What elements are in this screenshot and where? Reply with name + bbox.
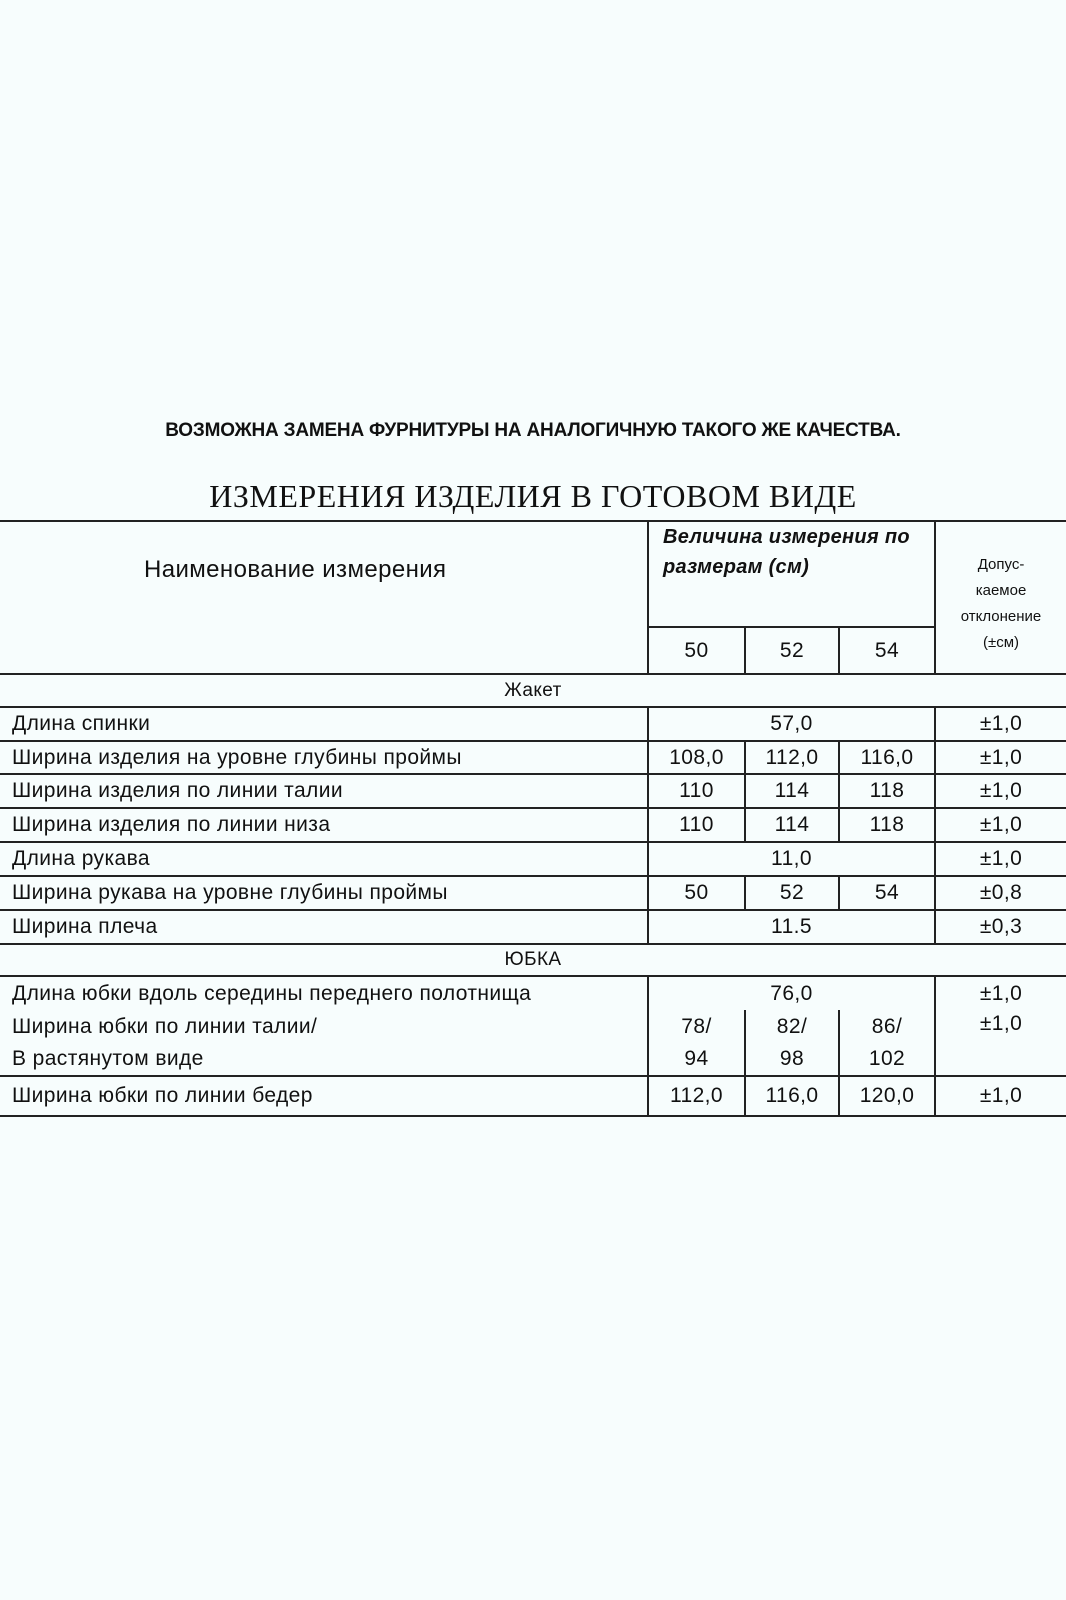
tolerance-line: отклонение xyxy=(960,607,1042,625)
value-line: 78/ xyxy=(681,1014,712,1038)
table-row xyxy=(0,1010,1066,1076)
row-name: Ширина изделия по линии низа xyxy=(0,808,648,842)
row-name: Ширина рукава на уровне глубины проймы xyxy=(0,876,648,910)
row-value-50: 110 xyxy=(648,774,745,808)
row-tolerance: ±1,0 xyxy=(935,774,1066,808)
size-52: 52 xyxy=(745,627,839,674)
row-value-52: 116,0 xyxy=(745,1076,839,1116)
row-value-54: 120,0 xyxy=(839,1076,935,1116)
tolerance-line: Допус- xyxy=(977,555,1025,573)
section-row-skirt xyxy=(0,944,1066,976)
row-value-54: 116,0 xyxy=(839,741,935,774)
row-value-50: 110 xyxy=(648,808,745,842)
value-line: 102 xyxy=(868,1046,906,1070)
row-value-52: 114 xyxy=(745,774,839,808)
row-value-54 xyxy=(839,1010,935,1076)
table-row xyxy=(0,876,1066,910)
tolerance-line: (±см) xyxy=(982,633,1020,651)
section-row-jacket xyxy=(0,674,1066,707)
row-value-54: 118 xyxy=(839,774,935,808)
row-tolerance: ±1,0 xyxy=(935,976,1066,1010)
section-label: Жакет xyxy=(0,674,1066,707)
row-name: Ширина юбки по линии талии/ xyxy=(12,1014,318,1038)
value-line: 82/ xyxy=(776,1014,808,1038)
table-row xyxy=(0,774,1066,808)
row-value-50: 112,0 xyxy=(648,1076,745,1116)
row-value-50: 108,0 xyxy=(648,741,745,774)
row-name: Ширина изделия по линии талии xyxy=(0,774,648,808)
row-tolerance: ±1,0 xyxy=(935,808,1066,842)
row-value-52: 114 xyxy=(745,808,839,842)
table-row xyxy=(0,741,1066,774)
page-title: ИЗМЕРЕНИЯ ИЗДЕЛИЯ В ГОТОВОМ ВИДЕ xyxy=(209,478,857,514)
value-line: 94 xyxy=(684,1046,709,1070)
row-tolerance: ±1,0 xyxy=(935,842,1066,876)
table-row xyxy=(0,910,1066,944)
row-value-52: 52 xyxy=(745,876,839,910)
size-54: 54 xyxy=(839,627,935,674)
row-tolerance: ±0,3 xyxy=(935,910,1066,944)
header-name-label: Наименование измерения xyxy=(144,556,447,583)
table-row xyxy=(0,808,1066,842)
value-line: 86/ xyxy=(871,1014,903,1038)
row-name: Длина спинки xyxy=(0,707,648,741)
row-value-54: 118 xyxy=(839,808,935,842)
row-value-all: 76,0 xyxy=(648,976,935,1010)
section-label: ЮБКА xyxy=(0,944,1066,976)
row-tolerance: ±0,8 xyxy=(935,876,1066,910)
row-name: Длина юбки вдоль середины переднего полотнища xyxy=(0,976,648,1010)
row-tolerance: ±1,0 xyxy=(935,1076,1066,1116)
row-name-line2: В растянутом виде xyxy=(12,1046,204,1070)
row-value-50: 50 xyxy=(648,876,745,910)
table-row xyxy=(0,1076,1066,1116)
row-value-52 xyxy=(745,1010,839,1076)
header-row xyxy=(0,521,1066,627)
row-tolerance: ±1,0 xyxy=(935,741,1066,774)
table-row xyxy=(0,842,1066,876)
row-value-all: 11.5 xyxy=(648,910,935,944)
row-name: Ширина изделия на уровне глубины проймы xyxy=(0,741,648,774)
header-sizes-group xyxy=(648,521,935,627)
row-value-all: 11,0 xyxy=(648,842,935,876)
value-line: 98 xyxy=(779,1046,805,1070)
size-50: 50 xyxy=(648,627,745,674)
note-replacement: ВОЗМОЖНА ЗАМЕНА ФУРНИТУРЫ НА АНАЛОГИЧНУЮ ТАКОГО ЖЕ КАЧЕСТВА. xyxy=(165,420,901,441)
row-name-multiline xyxy=(0,1010,648,1076)
table-row xyxy=(0,707,1066,741)
row-value-52: 112,0 xyxy=(745,741,839,774)
row-name: Ширина плеча xyxy=(0,910,648,944)
row-value-50 xyxy=(648,1010,745,1076)
row-value-all: 57,0 xyxy=(648,707,935,741)
row-tolerance: ±1,0 xyxy=(935,1010,1066,1076)
header-sizes-label: Величина измерения по размерам (см) xyxy=(663,526,910,578)
row-value-54: 54 xyxy=(839,876,935,910)
tolerance-line: каемое xyxy=(975,581,1027,599)
row-name: Длина рукава xyxy=(0,842,648,876)
measurements-table xyxy=(0,520,1066,1117)
row-tolerance: ±1,0 xyxy=(935,707,1066,741)
row-name: Ширина юбки по линии бедер xyxy=(0,1076,648,1116)
table-row xyxy=(0,976,1066,1010)
header-name-cell xyxy=(0,521,648,674)
header-tolerance xyxy=(935,521,1066,674)
